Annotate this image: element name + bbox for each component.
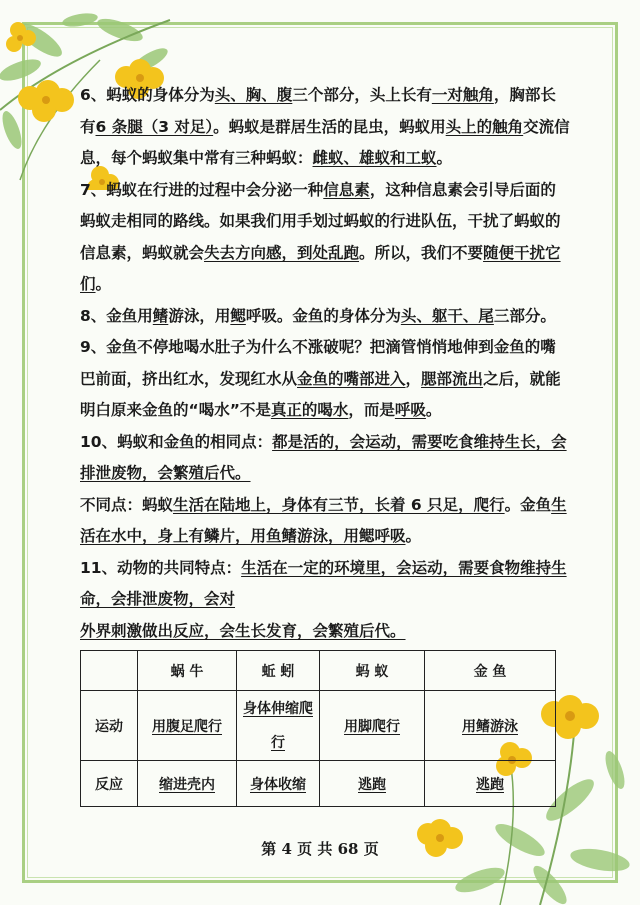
- text-segment: 三部分。: [493, 306, 556, 325]
- underlined-answer: 头、躯干、尾: [400, 306, 494, 325]
- text-segment: 三个部分，头上长有: [292, 86, 432, 104]
- table-row: [81, 691, 556, 761]
- table-header-cell: 蚂 蚁: [320, 651, 425, 691]
- underlined-answer: 信息素: [323, 180, 370, 199]
- row-label: 运动: [81, 691, 138, 761]
- underlined-answer: 6 条腿（3 对足）: [95, 117, 214, 136]
- paragraph: [80, 80, 570, 175]
- underlined-answer: 失去方向感，到处乱跑: [204, 243, 360, 262]
- text-segment: 不同点：蚂蚁: [80, 495, 174, 514]
- underlined-answer: 头上的触角: [445, 117, 524, 136]
- underlined-answer: 都是活的，会运动，需要吃食维持生长，会排泄废物，会繁殖后代。: [80, 432, 567, 482]
- main-content: [80, 80, 570, 647]
- text-segment: ，这种信息素会引导后面的蚂蚁走相同的路线。如果我们用手划过蚂蚁的行进队伍，干扰了蚂蚁的信息素，蚂蚁就会: [80, 180, 561, 262]
- underlined-answer: 生活在水中，身上有鳞片，用鱼鳍游泳，用鳃呼吸: [80, 495, 567, 545]
- animal-comparison-table: [80, 650, 556, 807]
- table-row: [81, 761, 556, 807]
- text-segment: 。: [436, 149, 453, 167]
- page-footer: 第 4 页 共 68 页: [261, 840, 379, 858]
- text-segment: 。蚂蚁是群居生活的昆虫，蚂蚁用: [213, 117, 446, 136]
- underlined-answer: 金鱼的嘴部进入: [297, 369, 406, 388]
- text-segment: 9、金鱼不停地喝水肚子为什么不涨破呢？把滴管悄悄地伸到金鱼的嘴巴前面，挤出红水，发现红水从: [80, 338, 556, 388]
- paragraph: [80, 553, 570, 616]
- underlined-answer: 生活在陆地上，身体有三节，长着 6 只足，爬行: [173, 495, 505, 514]
- text-segment: 6、蚂蚁的身体分为: [80, 86, 215, 104]
- table-cell: 用鳍游泳: [425, 691, 556, 761]
- underlined-answer: 雌蚁、雄蚁和工蚁: [312, 149, 437, 167]
- text-segment: 。: [405, 527, 422, 545]
- table-header-cell: 蜗 牛: [138, 651, 237, 691]
- underlined-answer: 呼吸: [394, 401, 426, 419]
- table-header-row: [81, 651, 556, 691]
- text-segment: 游泳，用: [168, 306, 231, 325]
- text-segment: 10、蚂蚁和金鱼的相同点：: [80, 432, 273, 451]
- underlined-answer: 头、胸、腹: [214, 86, 293, 104]
- text-segment: 。所以，我们不要: [359, 243, 484, 262]
- underlined-answer: 生活在一定的环境里，会运动，需要食物维持生命，会排泄废物，会对: [80, 558, 567, 608]
- paragraph: [80, 301, 570, 333]
- underlined-answer: 真正的喝水: [270, 401, 349, 419]
- table-cell: 用脚爬行: [320, 691, 425, 761]
- text-segment: 之后，就能明白原来金鱼的“喝水”不是: [80, 369, 561, 419]
- table-header-cell: 金 鱼: [425, 651, 556, 691]
- table-header-cell: [81, 651, 138, 691]
- table-cell: 身体收缩: [237, 761, 320, 807]
- table-cell: 逃跑: [320, 761, 425, 807]
- text-segment: 8、金鱼用: [80, 306, 153, 325]
- paragraph: [80, 490, 570, 553]
- underlined-answer: 外界刺激做出反应，会生长发育，会繁殖后代。: [80, 621, 406, 640]
- text-segment: ，: [405, 369, 422, 388]
- text-segment: 11、动物的共同特点：: [80, 558, 242, 577]
- text-segment: 呼吸。金鱼的身体分为: [245, 306, 401, 325]
- table-cell: 身体伸缩爬行: [237, 691, 320, 761]
- text-segment: ，而是: [348, 401, 395, 419]
- table-cell: 缩进壳内: [138, 761, 237, 807]
- text-segment: 。: [425, 401, 442, 419]
- paragraph: [80, 616, 570, 648]
- paragraph: [80, 175, 570, 301]
- underlined-answer: 鳃: [230, 306, 246, 325]
- table-header-cell: 蚯 蚓: [237, 651, 320, 691]
- underlined-answer: 一对触角: [431, 86, 494, 104]
- underlined-answer: 随便干扰它们: [80, 243, 561, 293]
- underlined-answer: 鳍: [152, 306, 169, 325]
- table-cell: 逃跑: [425, 761, 556, 807]
- text-segment: 。金鱼: [504, 495, 552, 514]
- text-segment: 交流信息，每个蚂蚁集中常有三种蚂蚁：: [80, 117, 570, 167]
- text-segment: 。: [95, 275, 112, 293]
- table-cell: 用腹足爬行: [138, 691, 237, 761]
- text-segment: 7、蚂蚁在行进的过程中会分泌一种: [80, 180, 324, 199]
- paragraph: [80, 427, 570, 490]
- text-segment: ，胸部长有: [80, 86, 556, 136]
- row-label: 反应: [81, 761, 138, 807]
- underlined-answer: 腮部流出: [421, 369, 484, 388]
- paragraph: [80, 332, 570, 427]
